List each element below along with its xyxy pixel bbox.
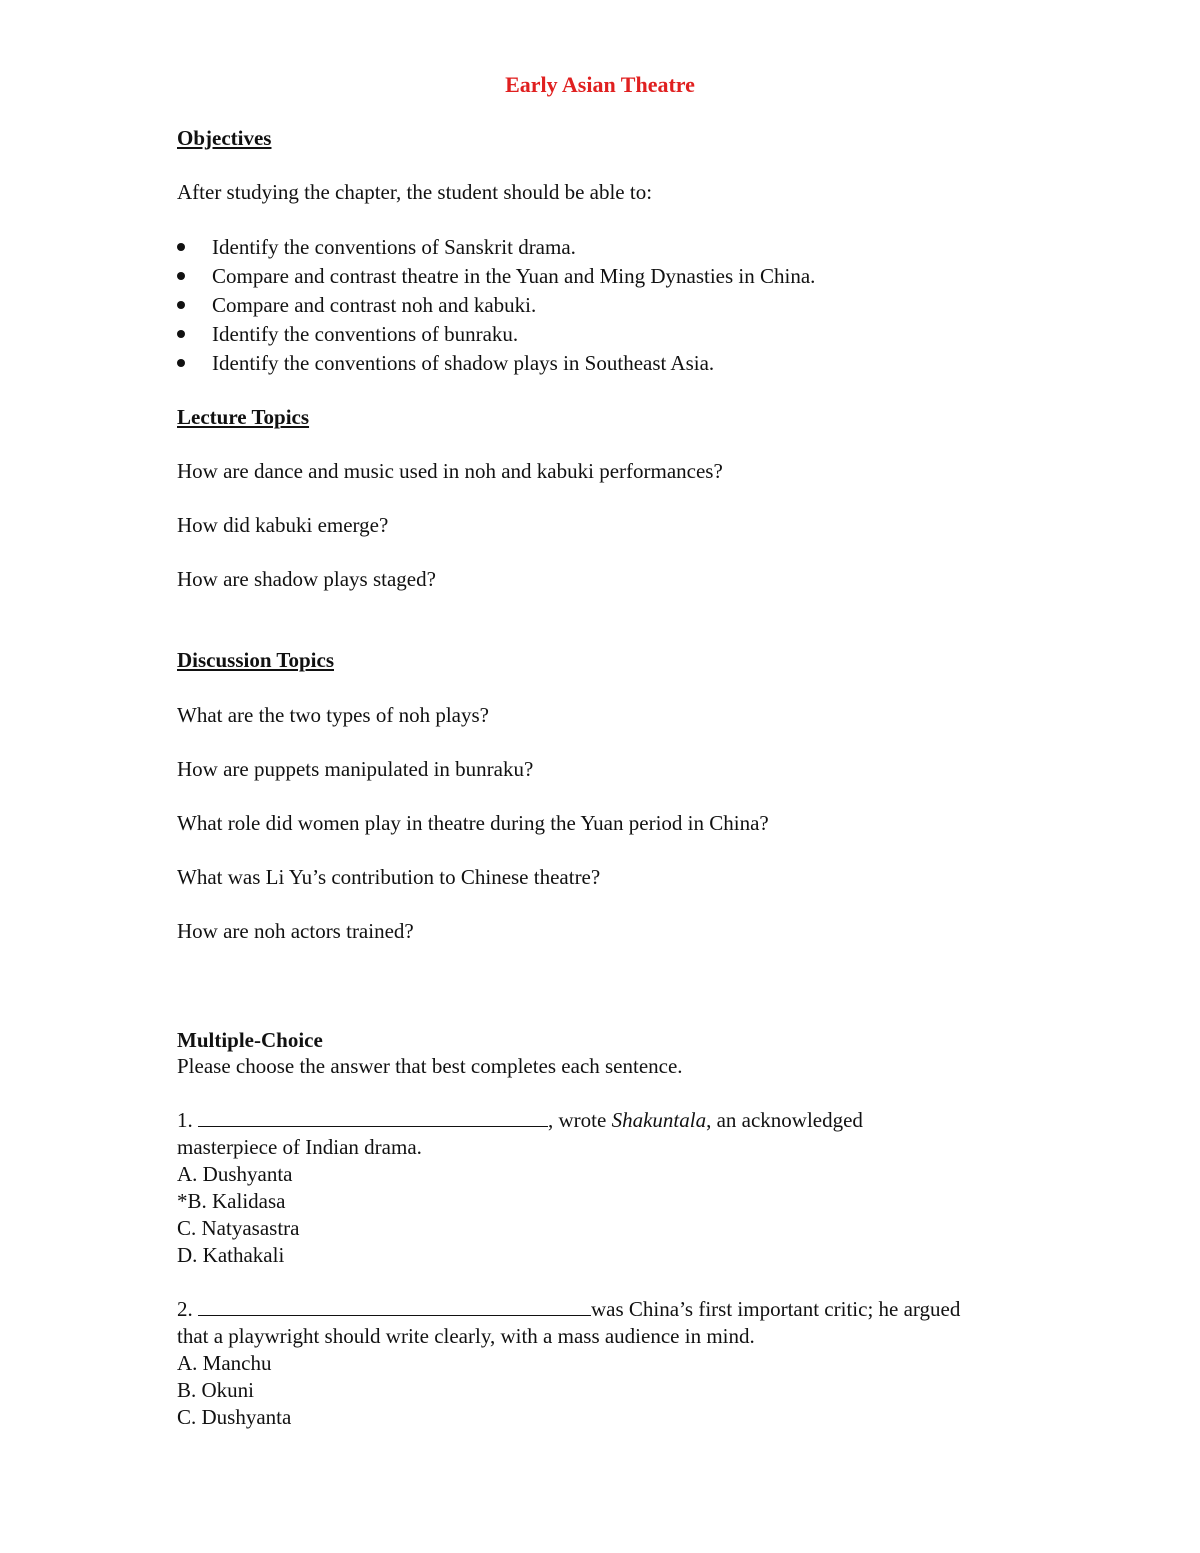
discussion-topic: What role did women play in theatre during the Yuan period in China? <box>177 811 769 835</box>
answer-option: C. Dushyanta <box>177 1405 292 1429</box>
question-2 <box>177 1296 1077 1431</box>
list-item: Identify the conventions of Sanskrit drama. <box>177 234 815 263</box>
answer-option: A. Manchu <box>177 1351 272 1375</box>
answer-blank <box>198 1108 548 1127</box>
multiple-choice-heading: Multiple-Choice <box>177 1028 323 1052</box>
discussion-topic: How are puppets manipulated in bunraku? <box>177 757 534 781</box>
lecture-topic: How are shadow plays staged? <box>177 567 436 591</box>
bullet-icon <box>177 359 185 367</box>
answer-option: D. Kathakali <box>177 1243 285 1267</box>
discussion-topics-heading: Discussion Topics <box>177 648 334 672</box>
bullet-icon <box>177 272 185 280</box>
list-item: Compare and contrast theatre in the Yuan and Ming Dynasties in China. <box>177 263 815 292</box>
question-2-continuation: that a playwright should write clearly, with a mass audience in mind. <box>177 1324 755 1348</box>
question-1 <box>177 1107 1077 1269</box>
question-1-stem: 1. , wrote Shakuntala, an acknowledged <box>177 1108 863 1132</box>
discussion-topic: What was Li Yu’s contribution to Chinese theatre? <box>177 865 601 889</box>
answer-option: *B. Kalidasa <box>177 1189 286 1213</box>
objectives-heading: Objectives <box>177 126 272 150</box>
question-1-continuation: masterpiece of Indian drama. <box>177 1135 422 1159</box>
answer-option: B. Okuni <box>177 1378 255 1402</box>
question-2-stem: 2. was China’s first important critic; he argued <box>177 1297 961 1321</box>
answer-option: A. Dushyanta <box>177 1162 293 1186</box>
multiple-choice-instructions: Please choose the answer that best completes each sentence. <box>177 1054 683 1078</box>
bullet-icon <box>177 301 185 309</box>
answer-blank <box>198 1297 591 1316</box>
bullet-icon <box>177 243 185 251</box>
objectives-intro: After studying the chapter, the student should be able to: <box>177 180 653 204</box>
lecture-topics-heading: Lecture Topics <box>177 405 310 429</box>
list-item: Identify the conventions of bunraku. <box>177 321 815 350</box>
discussion-topic: What are the two types of noh plays? <box>177 703 489 727</box>
answer-option: C. Natyasastra <box>177 1216 300 1240</box>
objectives-list <box>177 234 815 379</box>
lecture-topic: How are dance and music used in noh and kabuki performances? <box>177 459 723 483</box>
lecture-topic: How did kabuki emerge? <box>177 513 389 537</box>
document-title: Early Asian Theatre <box>505 72 695 97</box>
bullet-icon <box>177 330 185 338</box>
list-item: Identify the conventions of shadow plays in Southeast Asia. <box>177 350 815 379</box>
list-item: Compare and contrast noh and kabuki. <box>177 292 815 321</box>
discussion-topic: How are noh actors trained? <box>177 919 414 943</box>
